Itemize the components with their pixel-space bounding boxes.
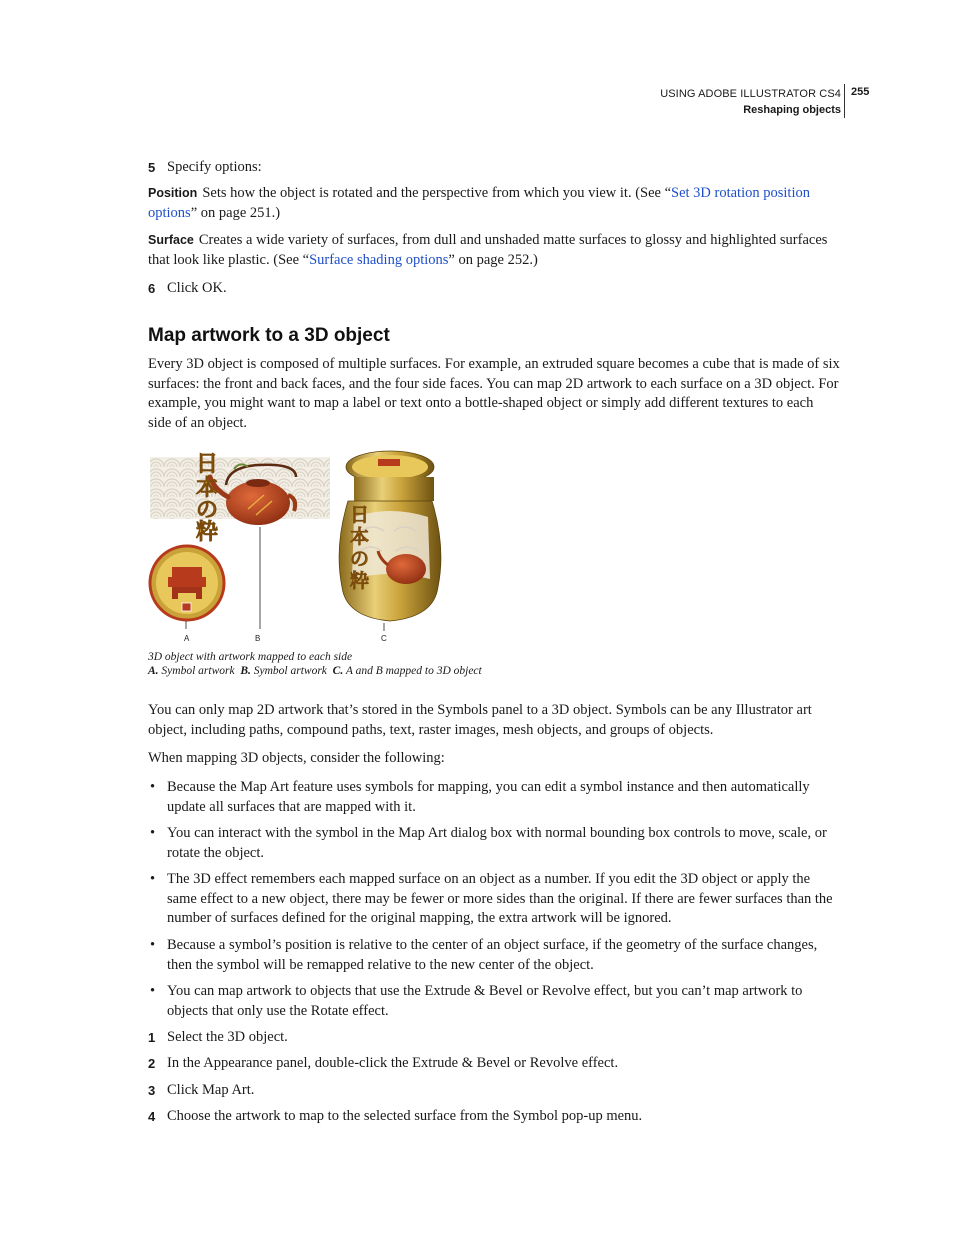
figure-3d-mapping	[148, 447, 448, 647]
bullet-item	[148, 778, 840, 817]
page-number: 255	[851, 86, 870, 98]
step-5	[148, 158, 840, 178]
step-text: Click Map Art.	[167, 1082, 255, 1098]
definition-term: Position	[148, 186, 198, 200]
bullet-marker: •	[150, 779, 156, 795]
running-header	[660, 86, 841, 118]
step-3	[148, 1081, 840, 1101]
caption-text-c: A and B mapped to 3D object	[345, 665, 482, 677]
kanji-on-jar	[350, 504, 369, 592]
kanji-glyph: 粋	[350, 570, 370, 592]
kanji-glyph: の	[196, 497, 219, 523]
bullet-text: Because a symbol’s position is relative to the center of an object surface, if the geometry of the surface changes, then the symbol will be remapped relative to the new center of the object.	[167, 937, 818, 973]
step-number: 5	[148, 160, 156, 175]
definition-text: Sets how the object is rotated and the perspective from which you view it. (See “	[202, 185, 672, 201]
paragraph-consider: When mapping 3D objects, consider the following:	[148, 750, 445, 766]
figure-label-b: B	[255, 634, 261, 643]
figure-caption	[148, 650, 482, 678]
step-text: Click OK.	[167, 280, 227, 296]
step-number: 1	[148, 1030, 156, 1045]
header-title: USING ADOBE ILLUSTRATOR CS4	[660, 88, 841, 100]
caption-key-a: A.	[148, 665, 159, 677]
bullet-marker: •	[150, 983, 156, 999]
caption-title: 3D object with artwork mapped to each side	[148, 651, 353, 663]
definition-text: Creates a wide variety of surfaces, from dull and unshaded matte surfaces to glossy and highlighted surfaces that look like plastic. (See “	[148, 232, 828, 268]
figure-label-a: A	[184, 634, 190, 643]
definition-term: Surface	[148, 233, 194, 247]
3d-object-jar	[339, 451, 441, 631]
kanji-glyph: 本	[350, 526, 370, 548]
kanji-glyph: 日	[350, 504, 370, 526]
caption-key-c: C.	[332, 665, 344, 677]
caption-key-b: B.	[240, 665, 251, 677]
definition-text-end: ” on page 252.)	[448, 251, 538, 268]
bullet-text: You can map artwork to objects that use the Extrude & Bevel or Revolve effect, but you can’t map artwork to objects that only use the Rotate effect.	[167, 983, 803, 1019]
step-text: Specify options:	[167, 159, 262, 175]
header-divider	[844, 84, 845, 118]
bullet-item	[148, 982, 840, 1021]
definition-text-end: ” on page 251.)	[190, 204, 281, 221]
step-text: In the Appearance panel, double-click the Extrude & Bevel or Revolve effect.	[167, 1055, 619, 1071]
header-section: Reshaping objects	[743, 104, 841, 116]
caption-legend	[148, 664, 482, 678]
bullet-marker: •	[150, 825, 156, 841]
section-heading: Map artwork to a 3D object	[148, 325, 390, 346]
intro-paragraph: Every 3D object is composed of multiple surfaces. For example, an extruded square becomes a cube that is made of six surfaces: the front and back faces, and the four side faces. You can map 2D artwork to each surface on a 3D object. For example, you might want to map a label or text onto a bottle-shaped object or simply add different textures to each side of an object.	[148, 356, 840, 431]
step-text: Choose the artwork to map to the selected surface from the Symbol pop-up menu.	[167, 1108, 643, 1124]
step-1	[148, 1028, 840, 1048]
link-rotation-options[interactable]: Set 3D rotation position options	[148, 185, 810, 221]
step-6	[148, 279, 840, 299]
bullet-item	[148, 870, 840, 929]
step-2	[148, 1054, 840, 1074]
step-number: 6	[148, 281, 156, 296]
caption-text-a: Symbol artwork	[161, 665, 235, 677]
step-number: 4	[148, 1109, 156, 1124]
bullet-item	[148, 936, 840, 975]
kanji-glyph: 本	[196, 475, 219, 501]
kanji-glyph: 日	[196, 451, 219, 477]
bullet-text: You can interact with the symbol in the Map Art dialog box with normal bounding box controls to move, scale, or rotate the object.	[167, 825, 827, 861]
step-4	[148, 1107, 840, 1127]
bullet-marker: •	[150, 937, 156, 953]
figure-label-c: C	[381, 634, 387, 643]
caption-text-b: Symbol artwork	[253, 665, 327, 677]
bullet-item	[148, 824, 840, 863]
definition-position	[148, 184, 840, 223]
kanji-vertical	[196, 451, 218, 545]
paragraph-symbols: You can only map 2D artwork that’s stored in the Symbols panel to a 3D object. Symbols can be any Illustrator art object, including paths, compound paths, text, raster images, mesh objects, and groups of objects.	[148, 702, 812, 738]
step-text: Select the 3D object.	[167, 1029, 288, 1045]
link-surface-shading[interactable]: Surface shading options	[309, 251, 449, 268]
kanji-glyph: 粋	[196, 519, 219, 545]
bullet-text: Because the Map Art feature uses symbols for mapping, you can edit a symbol instance and then automatically update all surfaces that are mapped with it.	[167, 779, 810, 815]
bullet-marker: •	[150, 871, 156, 887]
bullet-text: The 3D effect remembers each mapped surface on an object as a number. If you edit the 3D object or apply the same effect to a new object, there may be fewer or more sides than the original. If there are fewer surfaces than the number of surfaces defined for the original mapping, the extra artwork will be ignored.	[167, 871, 833, 926]
step-number: 3	[148, 1083, 156, 1098]
symbol-artwork-a	[150, 546, 224, 629]
kanji-glyph: の	[350, 548, 370, 570]
step-number: 2	[148, 1056, 156, 1071]
definition-surface	[148, 231, 840, 270]
